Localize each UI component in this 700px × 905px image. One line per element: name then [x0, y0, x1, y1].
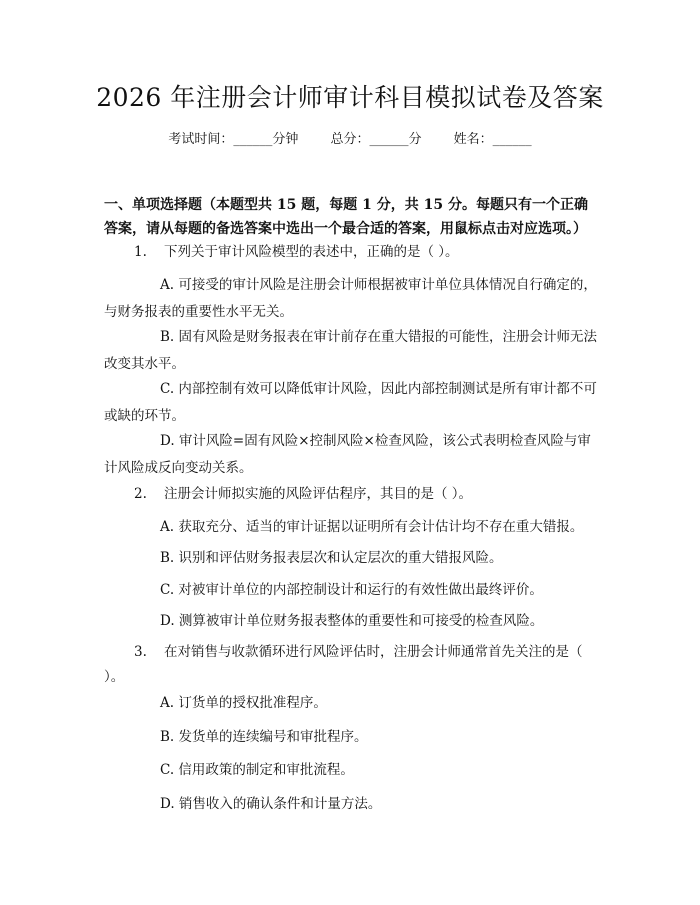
- q3-option-b[interactable]: B. 发货单的连续编号和审批程序。: [160, 729, 368, 745]
- question-stem: 在对销售与收款循环进行风险评估时，注册会计师通常首先关注的是（ ）。: [104, 644, 583, 685]
- question-number: 1.: [134, 244, 147, 260]
- question-number: 2.: [134, 486, 147, 502]
- exam-score-field: 总分：______分: [330, 132, 422, 147]
- question-2: [104, 482, 600, 507]
- question-1: [104, 240, 600, 265]
- exam-time-field: 考试时间：______分钟: [168, 132, 299, 147]
- q3-option-d[interactable]: D. 销售收入的确认条件和计量方法。: [160, 796, 382, 812]
- q2-option-b[interactable]: B. 识别和评估财务报表层次和认定层次的重大错报风险。: [160, 550, 503, 566]
- q2-option-c[interactable]: C. 对被审计单位的内部控制设计和运行的有效性做出最终评价。: [160, 582, 543, 598]
- q3-option-c[interactable]: C. 信用政策的制定和审批流程。: [160, 762, 354, 778]
- q3-option-a[interactable]: A. 订货单的授权批准程序。: [160, 695, 327, 711]
- q2-option-a[interactable]: A. 获取充分、适当的审计证据以证明所有会计估计均不存在重大错报。: [160, 519, 584, 535]
- q1-option-b[interactable]: B. 固有风险是财务报表在审计前存在重大错报的可能性，注册会计师无法改变其水平。: [104, 329, 598, 372]
- question-number: 3.: [134, 644, 147, 660]
- question-stem: 注册会计师拟实施的风险评估程序，其目的是（ ）。: [164, 486, 473, 502]
- q1-option-a[interactable]: A. 可接受的审计风险是注册会计师根据被审计单位具体情况自行确定的，与财务报表的重要性水平无关。: [104, 277, 597, 320]
- exam-name-field: 姓名：______: [453, 132, 532, 147]
- q2-option-d[interactable]: D. 测算被审计单位财务报表整体的重要性和可接受的检查风险。: [160, 613, 544, 629]
- section-heading: 一、单项选择题（本题型共 15 题，每题 1 分，共 15 分。每题只有一个正确答案，请从每题的备选答案中选出一个最合适的答案，用鼠标点击对应选项。）: [104, 197, 588, 237]
- exam-meta: [0, 130, 700, 150]
- question-stem: 下列关于审计风险模型的表述中，正确的是（ ）。: [164, 244, 459, 260]
- q1-option-c[interactable]: C. 内部控制有效可以降低审计风险，因此内部控制测试是所有审计都不可或缺的环节。: [104, 381, 597, 424]
- question-3: [104, 640, 600, 690]
- exam-title: 2026 年注册会计师审计科目模拟试卷及答案: [96, 83, 604, 112]
- q1-option-d[interactable]: D. 审计风险=固有风险×控制风险×检查风险，该公式表明检查风险与审计风险成反向变动关系。: [104, 433, 591, 476]
